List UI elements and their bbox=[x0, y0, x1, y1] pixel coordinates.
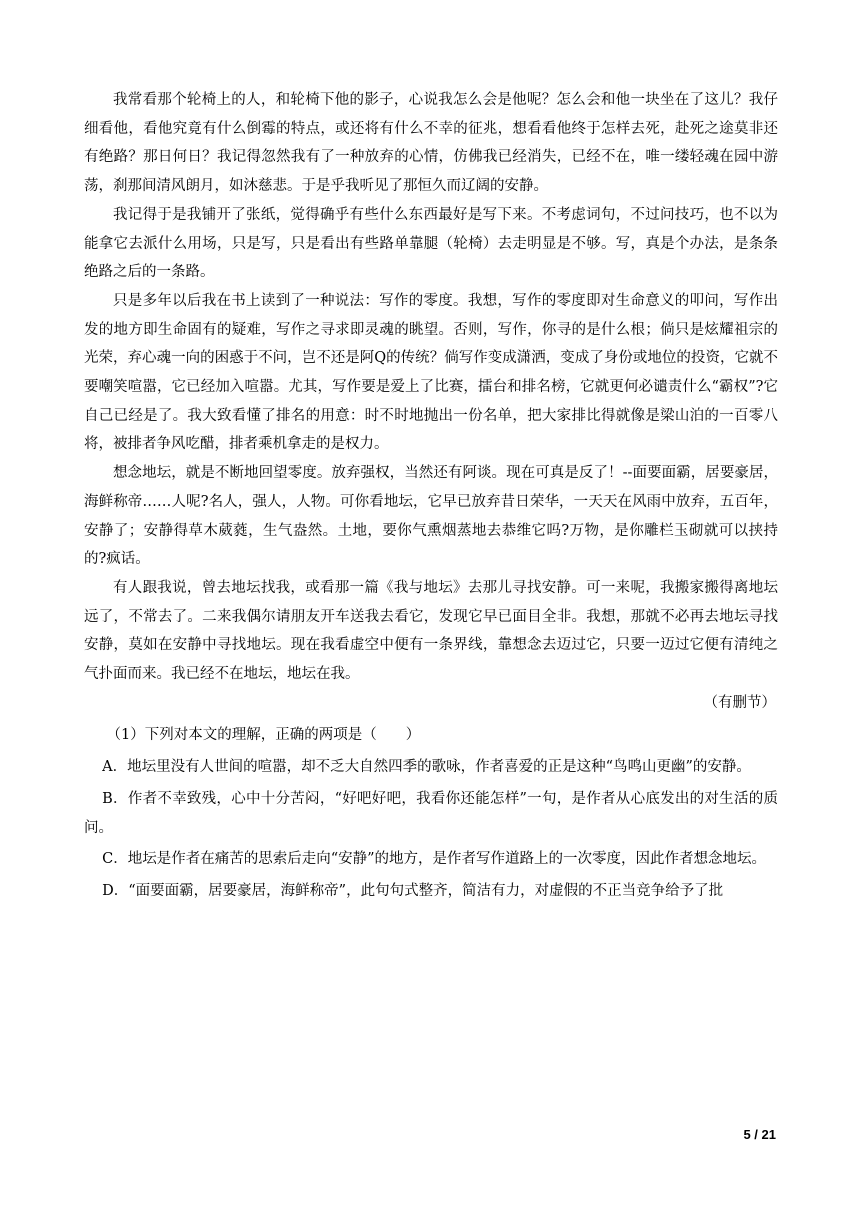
abridged-note: （有删节） bbox=[703, 694, 776, 711]
page-number: 5 / 21 bbox=[743, 1127, 776, 1142]
option-a: A．地坛里没有人世间的喧嚣，却不乏大自然四季的歌咏，作者喜爱的正是这种“鸟鸣山更幽”的安静。 bbox=[102, 759, 751, 776]
option-c: C．地坛是作者在痛苦的思索后走向“安静”的地方，是作者写作道路上的一次零度，因此作者想念地坛。 bbox=[102, 851, 767, 868]
paragraph-5: 有人跟我说，曾去地坛找我，或看那一篇《我与地坛》去那儿寻找安静。可一来呢，我搬家搬得离地坛远了，不常去了。二来我偶尔请朋友开车送我去看它，发现它早已面目全非。我想，那就不必再去地坛寻找安静，莫如在安静中寻找地坛。现在我看虚空中便有一条界线，靠想念去迈过它，只要一迈过它便有清纯之气扑面而来。我已经不在地坛，地坛在我。 bbox=[84, 579, 778, 683]
paragraph-4: 想念地坛，就是不断地回望零度。放弃强权，当然还有阿谈。现在可真是反了！--面要面霸，居要豪居，海鲜称帝……人呢?名人，强人，人物。可你看地坛，它早已放弃昔日荣华，一天天在风雨中放弃，五百年，安静了；安静得草木葳蕤，生气盎然。土地，要你气熏烟蒸地去恭维它吗?万物，是你雕栏玉砌就可以挟持的?疯话。 bbox=[84, 465, 778, 568]
paragraph-1: 我常看那个轮椅上的人，和轮椅下他的影子，心说我怎么会是他呢？怎么会和他一块坐在了这儿？我仔细看他，看他究竟有什么倒霉的特点，或还将有什么不幸的征兆，想看看他终于怎样去死，赴死之途莫非还有绝路？那日何日？我记得忽然我有了一种放弃的心情，仿佛我已经消失，已经不在，唯一缕轻魂在园中游荡，刹那间清风朗月，如沐慈悲。于是乎我听见了那恒久而辽阔的安静。 bbox=[84, 92, 778, 195]
question-stem: （1）下列对本文的理解，正确的两项是（ ） bbox=[106, 727, 421, 744]
option-d: D．“面要面霸，居要豪居，海鲜称帝”，此句句式整齐，简洁有力，对虚假的不正当竞争给予了批 bbox=[102, 882, 724, 899]
paragraph-2: 我记得于是我铺开了张纸，觉得确乎有些什么东西最好是写下来。不考虑词句，不过问技巧，也不以为能拿它去派什么用场，只是写，只是看出有些路单靠腿（轮椅）去走明显是不够。写，真是个办法，是条条绝路之后的一条路。 bbox=[84, 206, 778, 281]
option-b: B．作者不幸致残，心中十分苦闷，“好吧好吧，我看你还能怎样”一句，是作者从心底发出的对生活的质问。 bbox=[84, 790, 778, 836]
paragraph-3: 只是多年以后我在书上读到了一种说法：写作的零度。我想，写作的零度即对生命意义的叩问，写作出发的地方即生命固有的疑难，写作之寻求即灵魂的眺望。否则，写作，你寻的是什么根；倘只是炫耀祖宗的光荣，弃心魂一向的困惑于不问，岂不还是阿Q的传统？倘写作变成潇洒，变成了身份或地位的投资，它就不要嘲笑喧嚣，它已经加入喧嚣。尤其，写作要是爱上了比赛，擂台和排名榜，它就更何必谴责什么“霸权”?它自己已经是了。我大致看懂了排名的用意：时不时地抛出一份名单，把大家排比得就像是梁山泊的一百零八将，被排者争风吃醋，排者乘机拿走的是权力。 bbox=[84, 292, 778, 453]
document-body bbox=[84, 86, 778, 906]
